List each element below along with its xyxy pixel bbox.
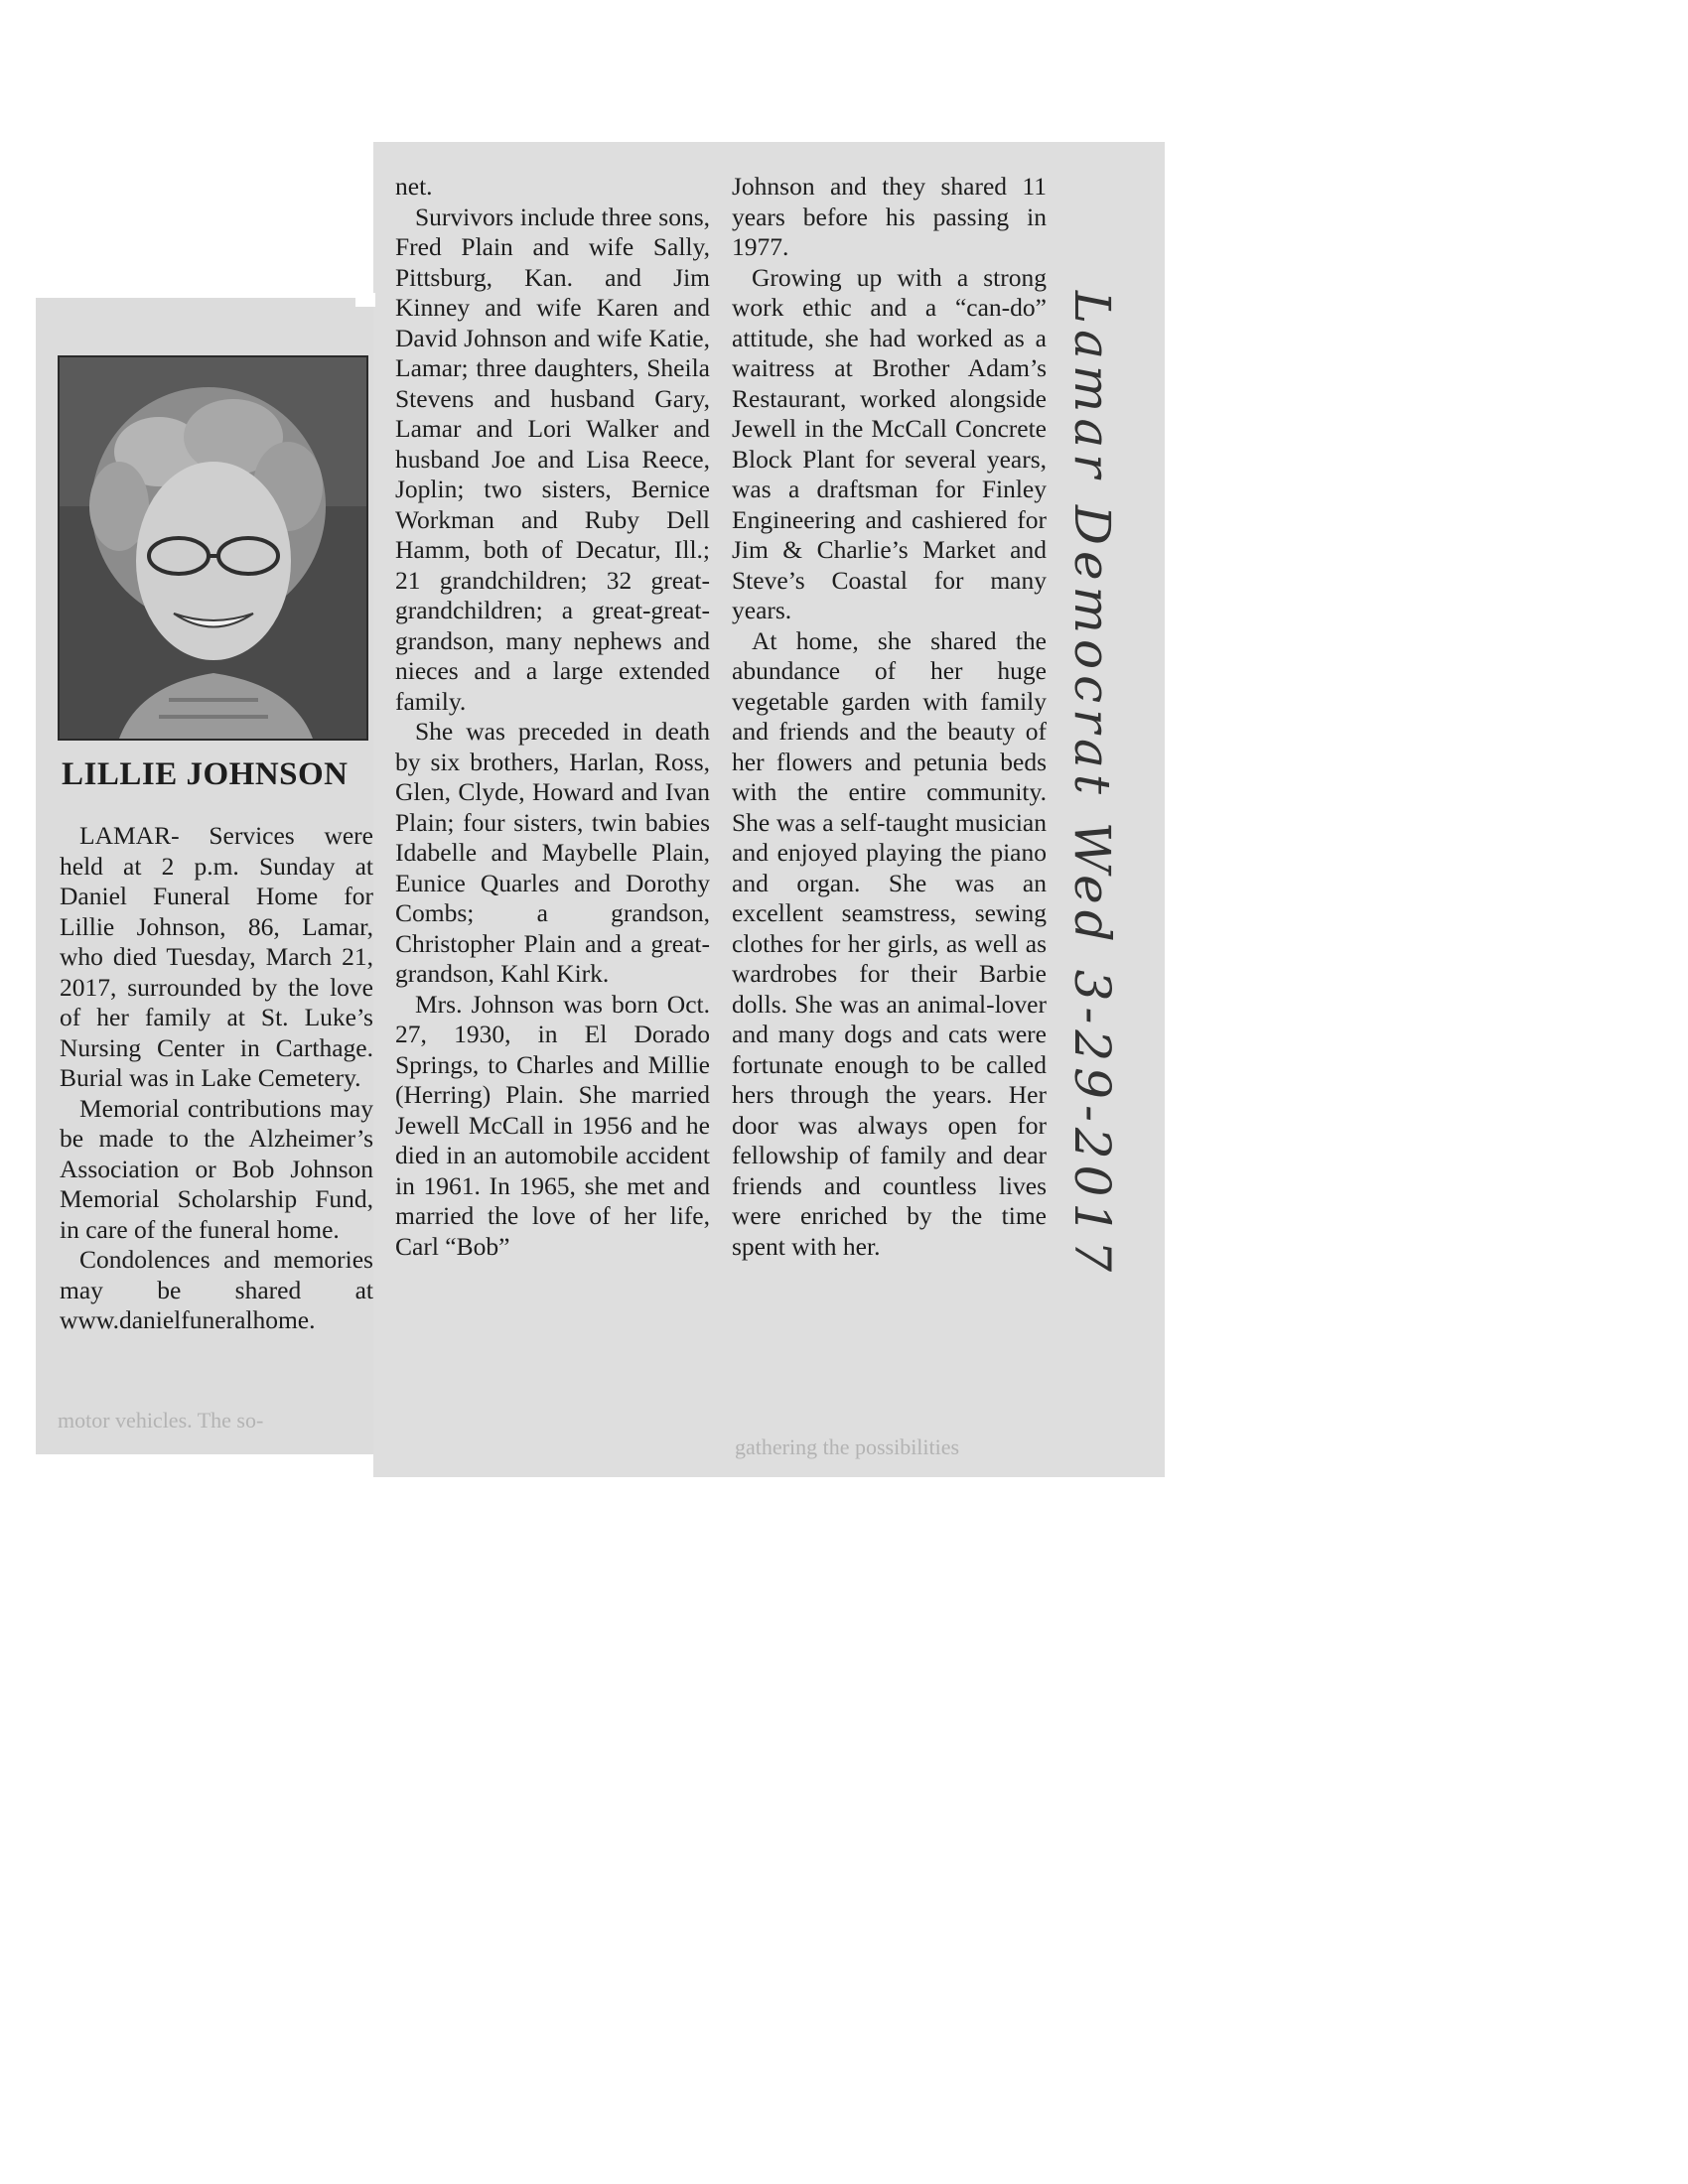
- obituary-column-1: [60, 821, 373, 1336]
- obituary-column-3: [732, 172, 1047, 1262]
- paragraph: At home, she shared the abundance of her huge vegetable garden with family and friends and the beauty of her flowers and petunia beds with the entire community. She was a self-taught musician and enjoyed playing the piano and organ. She was an excellent seamstress, sewing clothes for her girls, as well as wardrobes for their Barbie dolls. She was an animal-lover and many dogs and cats were fortunate enough to be called hers through the years. Her door was always open for fellowship of family and dear friends and countless lives were enriched by the time spent with her.: [732, 625, 1047, 1261]
- paragraph: Mrs. Johnson was born Oct. 27, 1930, in El Dorado Springs, to Charles and Millie (Herring) Plain. She married Jewell McCall in 1956 and he died in an automobile accident in 1961. In 1965, she met and married the love of her life, Carl “Bob”: [395, 989, 710, 1261]
- paragraph: Condolences and memories may be shared at www.danielfuneralhome.: [60, 1245, 373, 1334]
- bleed-through-text: gathering the possibilities: [735, 1434, 960, 1459]
- paragraph: net.: [395, 172, 433, 201]
- clipping-torn-edge: [355, 293, 375, 307]
- deceased-name: LILLIE JOHNSON: [62, 756, 349, 792]
- paragraph: Survivors include three sons, Fred Plain and wife Sally, Pittsburg, Kan. and Jim Kinney and wife Karen and David Johnson and wife Katie, Lamar; three daughters, Sheila Stevens and husband Gary, Lamar and Lori Walker and husband Joe and Lisa Reece, Joplin; two sisters, Bernice Workman and Ruby Dell Hamm, both of Decatur, Ill.; 21 grandchildren; 32 great-grandchildren; a great-great-grandson, many nephews and nieces and a large extended family.: [395, 202, 710, 716]
- paragraph: Memorial contributions may be made to the Alzheimer’s Association or Bob Johnson Memorial Scholarship Fund, in care of the funeral home.: [60, 1093, 373, 1244]
- portrait-photo: [58, 355, 368, 741]
- paragraph: Johnson and they shared 11 years before his passing in 1977.: [732, 172, 1047, 261]
- handwritten-source-date-note: Lamar Democrat Wed 3-29-2017: [1063, 290, 1121, 1279]
- bleed-through-text: motor vehicles. The so-: [58, 1408, 264, 1433]
- paragraph: Growing up with a strong work ethic and a “can-do” attitude, she had worked as a waitress at Brother Adam’s Restaurant, worked alongside Jewell in the McCall Concrete Block Plant for several years, was a draftsman for Finley Engineering and cashiered for Jim & Charlie’s Market and Steve’s Coastal for many years.: [732, 262, 1047, 624]
- paragraph: She was preceded in death by six brothers, Harlan, Ross, Glen, Clyde, Howard and Ivan Plain; four sisters, twin babies Idabelle and Maybelle Plain, Eunice Quarles and Dorothy Combs; a grandson, Christopher Plain and a great-grandson, Kahl Kirk.: [395, 717, 710, 988]
- obituary-column-2: [395, 172, 710, 1262]
- paragraph: LAMAR- Services were held at 2 p.m. Sunday at Daniel Funeral Home for Lillie Johnson, 86, Lamar, who died Tuesday, March 21, 2017, surrounded by the love of her family at St. Luke’s Nursing Center in Carthage. Burial was in Lake Cemetery.: [60, 821, 373, 1092]
